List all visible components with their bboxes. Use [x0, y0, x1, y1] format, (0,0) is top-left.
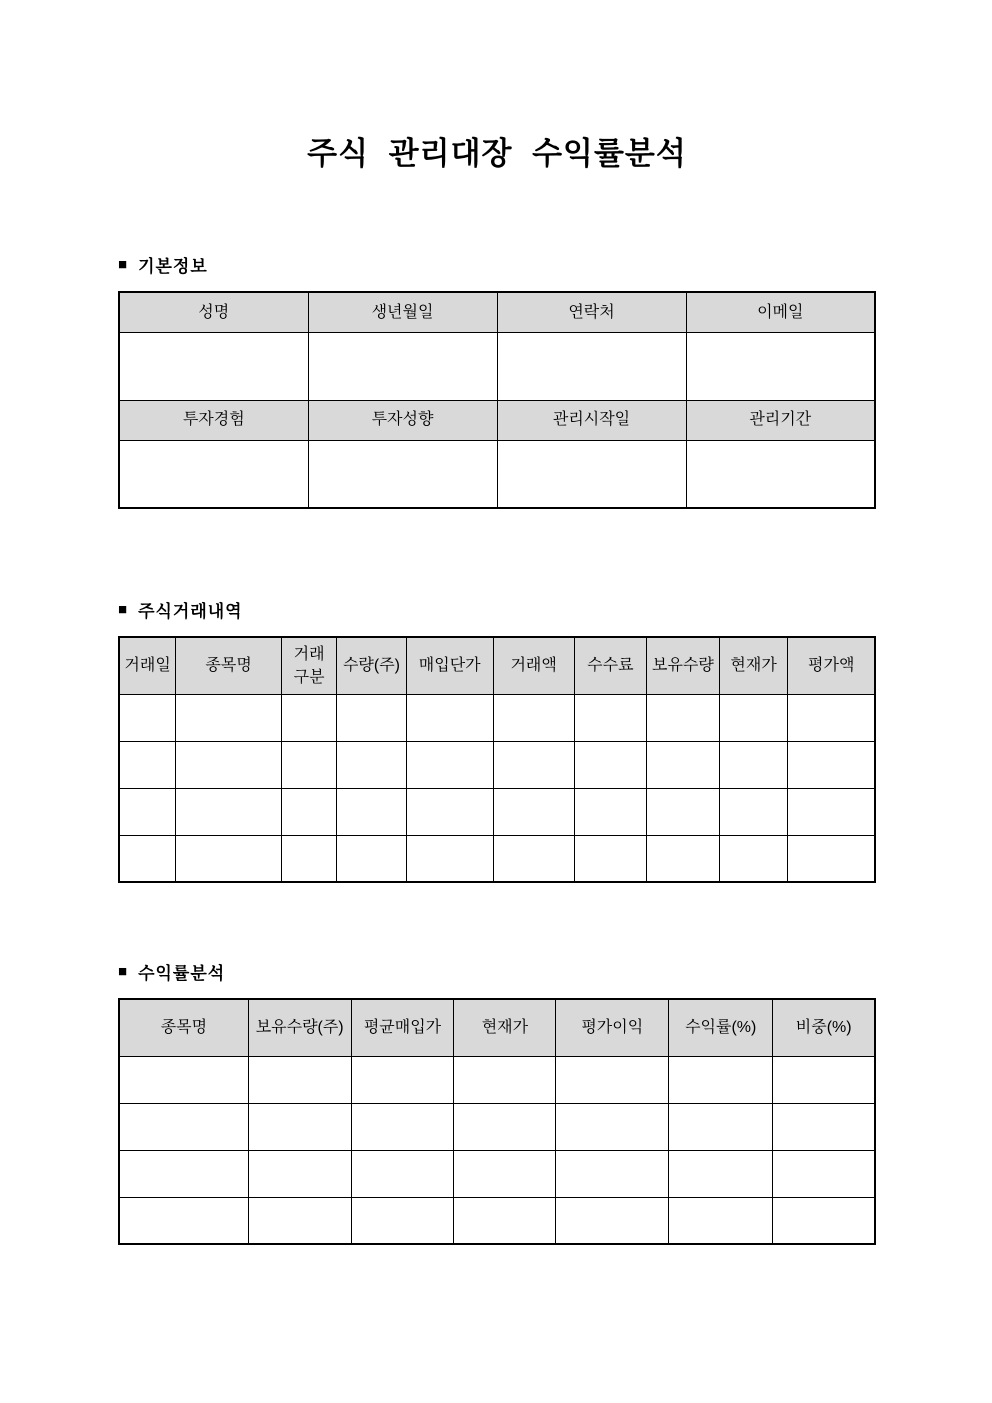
return-analysis-input-row	[119, 1197, 875, 1244]
analysis-input-cell[interactable]	[454, 1150, 556, 1197]
basic-info-input-row-1	[119, 332, 875, 400]
trade-history-input-row	[119, 741, 875, 788]
trade-input-cell[interactable]	[719, 788, 788, 835]
trade-input-cell[interactable]	[647, 788, 720, 835]
basic-info-header-name: 성명	[119, 292, 308, 332]
trade-input-cell[interactable]	[176, 741, 282, 788]
square-bullet-icon: ■	[118, 256, 129, 273]
trade-input-cell[interactable]	[176, 694, 282, 741]
trade-input-cell[interactable]	[337, 835, 407, 882]
analysis-input-cell[interactable]	[119, 1103, 248, 1150]
trade-input-cell[interactable]	[337, 694, 407, 741]
basic-info-header-management-period: 관리기간	[686, 400, 875, 440]
basic-info-name-cell[interactable]	[119, 332, 308, 400]
analysis-input-cell[interactable]	[351, 1056, 454, 1103]
section-heading-trade-history	[118, 597, 876, 622]
section-return-analysis	[118, 959, 876, 1245]
basic-info-header-investment-tendency: 투자성향	[308, 400, 497, 440]
analysis-input-cell[interactable]	[454, 1197, 556, 1244]
trade-input-cell[interactable]	[406, 835, 493, 882]
analysis-input-cell[interactable]	[454, 1056, 556, 1103]
analysis-input-cell[interactable]	[556, 1103, 669, 1150]
section-heading-return-analysis-label: 수익률분석	[138, 964, 226, 983]
basic-info-contact-cell[interactable]	[497, 332, 686, 400]
trade-input-cell[interactable]	[574, 741, 647, 788]
basic-info-investment-tendency-cell[interactable]	[308, 440, 497, 508]
return-analysis-table	[118, 998, 876, 1245]
analysis-input-cell[interactable]	[248, 1056, 351, 1103]
basic-info-email-cell[interactable]	[686, 332, 875, 400]
trade-header-holding-quantity: 보유수량	[647, 637, 720, 694]
analysis-input-cell[interactable]	[669, 1056, 773, 1103]
analysis-header-valuation-profit: 평가이익	[556, 999, 669, 1056]
trade-input-cell[interactable]	[337, 788, 407, 835]
basic-info-header-contact: 연락처	[497, 292, 686, 332]
square-bullet-icon: ■	[118, 963, 129, 980]
trade-history-input-row	[119, 835, 875, 882]
trade-input-cell[interactable]	[574, 694, 647, 741]
trade-header-valuation: 평가액	[788, 637, 875, 694]
trade-input-cell[interactable]	[493, 788, 574, 835]
section-basic-info	[118, 252, 876, 509]
return-analysis-input-row	[119, 1150, 875, 1197]
return-analysis-input-row	[119, 1103, 875, 1150]
trade-input-cell[interactable]	[176, 788, 282, 835]
analysis-input-cell[interactable]	[248, 1150, 351, 1197]
trade-input-cell[interactable]	[493, 741, 574, 788]
section-heading-basic-info	[118, 252, 876, 277]
analysis-input-cell[interactable]	[119, 1056, 248, 1103]
analysis-input-cell[interactable]	[556, 1056, 669, 1103]
trade-history-input-row	[119, 788, 875, 835]
trade-input-cell[interactable]	[493, 694, 574, 741]
trade-input-cell[interactable]	[719, 694, 788, 741]
section-heading-return-analysis	[118, 959, 876, 984]
trade-input-cell[interactable]	[574, 835, 647, 882]
analysis-input-cell[interactable]	[119, 1150, 248, 1197]
return-analysis-input-row	[119, 1056, 875, 1103]
trade-input-cell[interactable]	[282, 835, 337, 882]
basic-info-header-investment-experience: 투자경험	[119, 400, 308, 440]
trade-input-cell[interactable]	[493, 835, 574, 882]
trade-input-cell[interactable]	[788, 788, 875, 835]
analysis-input-cell[interactable]	[119, 1197, 248, 1244]
square-bullet-icon: ■	[118, 601, 129, 618]
trade-header-trade-amount: 거래액	[493, 637, 574, 694]
analysis-input-cell[interactable]	[556, 1197, 669, 1244]
analysis-input-cell[interactable]	[556, 1150, 669, 1197]
analysis-header-current-price: 현재가	[454, 999, 556, 1056]
trade-header-fee: 수수료	[574, 637, 647, 694]
trade-input-cell[interactable]	[282, 694, 337, 741]
section-trade-history	[118, 597, 876, 883]
analysis-input-cell[interactable]	[351, 1197, 454, 1244]
basic-info-management-start-date-cell[interactable]	[497, 440, 686, 508]
trade-input-cell[interactable]	[406, 741, 493, 788]
analysis-input-cell[interactable]	[669, 1150, 773, 1197]
basic-info-birth-date-cell[interactable]	[308, 332, 497, 400]
trade-input-cell[interactable]	[119, 694, 176, 741]
section-heading-trade-history-label: 주식거래내역	[138, 602, 243, 621]
analysis-input-cell[interactable]	[773, 1150, 875, 1197]
trade-input-cell[interactable]	[176, 835, 282, 882]
analysis-input-cell[interactable]	[248, 1197, 351, 1244]
trade-header-purchase-price: 매입단가	[406, 637, 493, 694]
basic-info-investment-experience-cell[interactable]	[119, 440, 308, 508]
trade-input-cell[interactable]	[119, 835, 176, 882]
analysis-input-cell[interactable]	[248, 1103, 351, 1150]
trade-history-table	[118, 636, 876, 883]
basic-info-header-management-start-date: 관리시작일	[497, 400, 686, 440]
trade-input-cell[interactable]	[788, 694, 875, 741]
trade-history-input-row	[119, 694, 875, 741]
analysis-input-cell[interactable]	[773, 1103, 875, 1150]
analysis-header-avg-purchase-price: 평균매입가	[351, 999, 454, 1056]
analysis-input-cell[interactable]	[773, 1056, 875, 1103]
basic-info-header-birth-date: 생년월일	[308, 292, 497, 332]
trade-input-cell[interactable]	[282, 741, 337, 788]
section-heading-basic-info-label: 기본정보	[138, 257, 208, 276]
analysis-input-cell[interactable]	[669, 1103, 773, 1150]
trade-input-cell[interactable]	[788, 835, 875, 882]
trade-input-cell[interactable]	[647, 835, 720, 882]
basic-info-management-period-cell[interactable]	[686, 440, 875, 508]
trade-input-cell[interactable]	[119, 788, 176, 835]
trade-input-cell[interactable]	[788, 741, 875, 788]
basic-info-input-row-2	[119, 440, 875, 508]
trade-header-quantity: 수량(주)	[337, 637, 407, 694]
trade-header-trade-type: 거래구분	[282, 637, 337, 694]
trade-header-stock-name: 종목명	[176, 637, 282, 694]
trade-input-cell[interactable]	[647, 741, 720, 788]
analysis-header-weight: 비중(%)	[773, 999, 875, 1056]
basic-info-table	[118, 291, 876, 509]
analysis-input-cell[interactable]	[454, 1103, 556, 1150]
trade-input-cell[interactable]	[406, 788, 493, 835]
analysis-input-cell[interactable]	[351, 1103, 454, 1150]
analysis-input-cell[interactable]	[773, 1197, 875, 1244]
trade-input-cell[interactable]	[574, 788, 647, 835]
analysis-input-cell[interactable]	[351, 1150, 454, 1197]
trade-input-cell[interactable]	[719, 835, 788, 882]
trade-input-cell[interactable]	[719, 741, 788, 788]
trade-input-cell[interactable]	[119, 741, 176, 788]
analysis-input-cell[interactable]	[669, 1197, 773, 1244]
return-analysis-header-row	[119, 999, 875, 1056]
basic-info-header-row-1	[119, 292, 875, 332]
page-title: 주식 관리대장 수익률분석	[307, 136, 687, 171]
analysis-header-holding-quantity: 보유수량(주)	[248, 999, 351, 1056]
trade-input-cell[interactable]	[282, 788, 337, 835]
basic-info-header-email: 이메일	[686, 292, 875, 332]
trade-input-cell[interactable]	[406, 694, 493, 741]
analysis-header-stock-name: 종목명	[119, 999, 248, 1056]
trade-history-header-row	[119, 637, 875, 694]
basic-info-header-row-2	[119, 400, 875, 440]
trade-input-cell[interactable]	[647, 694, 720, 741]
trade-header-date: 거래일	[119, 637, 176, 694]
analysis-header-return-rate: 수익률(%)	[669, 999, 773, 1056]
trade-input-cell[interactable]	[337, 741, 407, 788]
trade-header-current-price: 현재가	[719, 637, 788, 694]
